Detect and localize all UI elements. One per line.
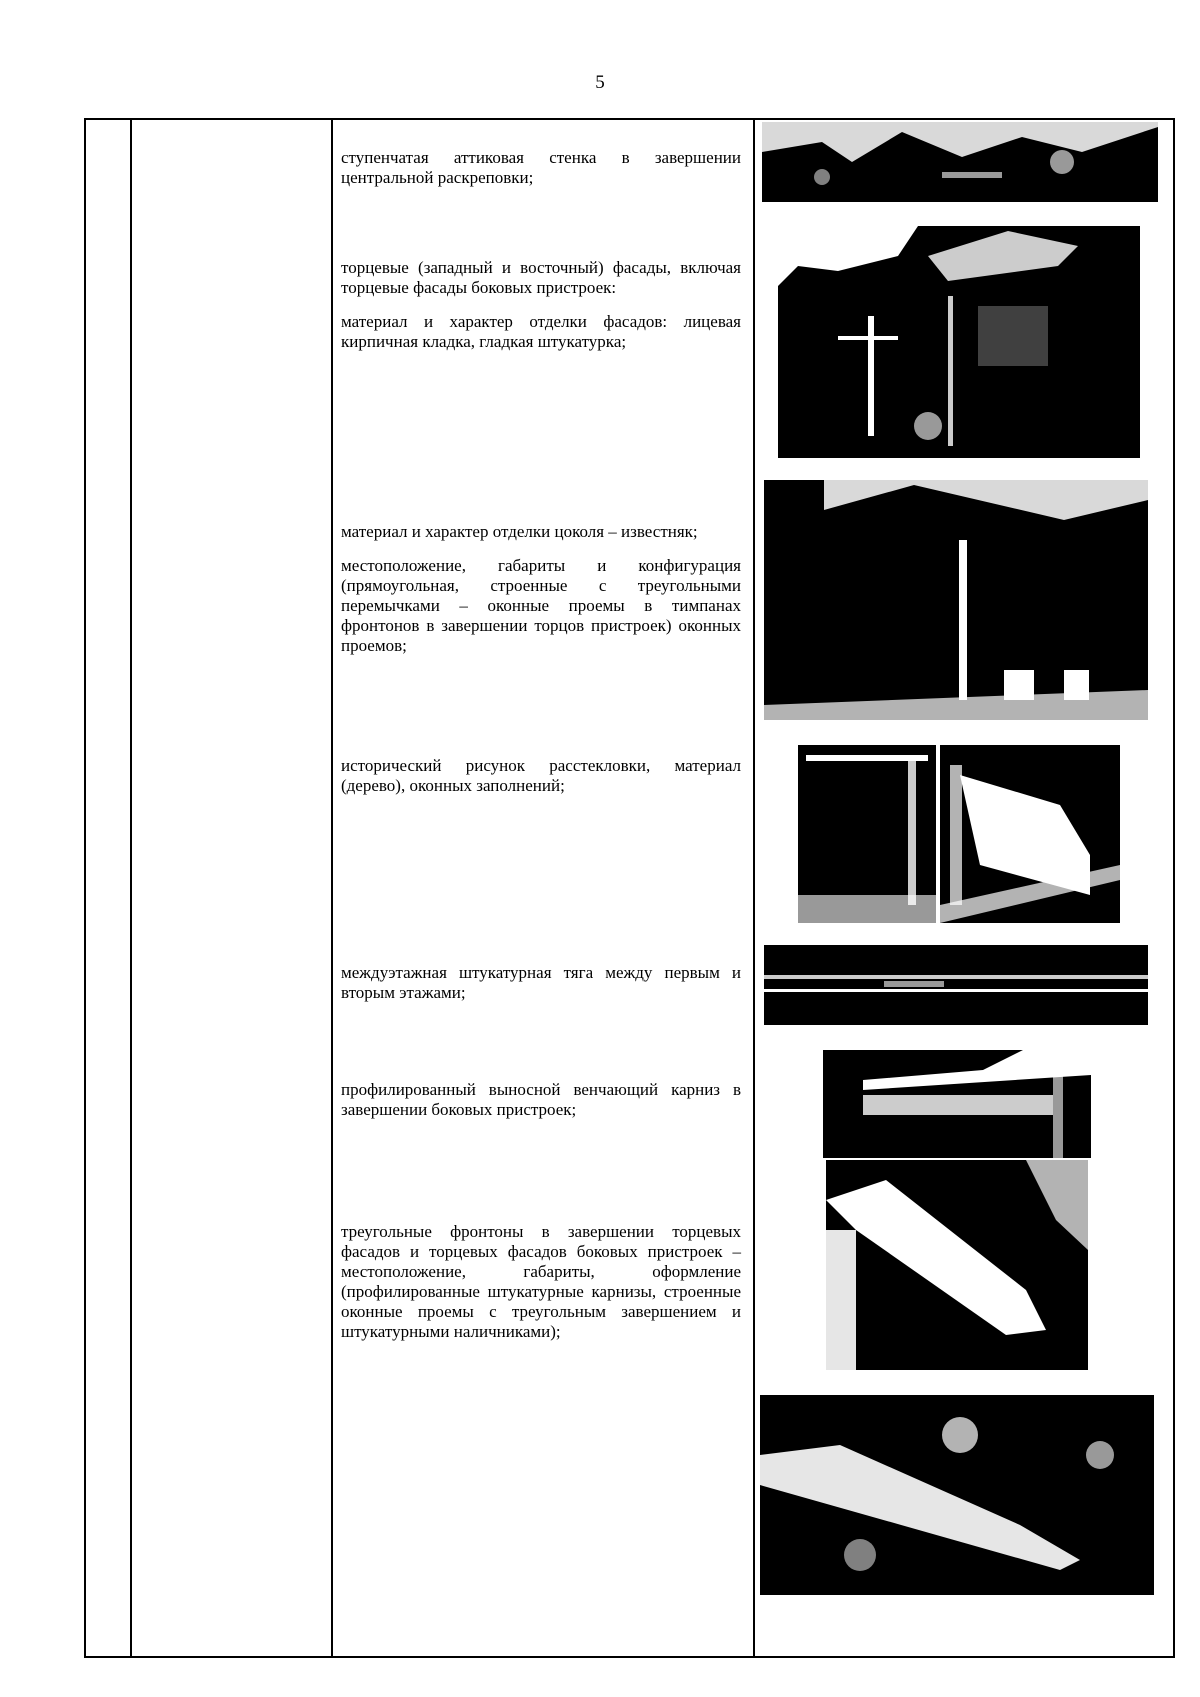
photo-cornice bbox=[823, 1050, 1091, 1158]
row-1-text bbox=[341, 148, 741, 188]
row-1-paragraph-1: ступенчатая аттиковая стенка в завершении центральной раскреповки; bbox=[341, 148, 741, 187]
row-5-text bbox=[341, 963, 741, 1003]
column-divider-1 bbox=[130, 118, 132, 1658]
row-3-paragraph-1: материал и характер отделки цоколя – известняк; bbox=[341, 522, 698, 541]
row-5-paragraph-1: междуэтажная штукатурная тяга между первым и вторым этажами; bbox=[341, 963, 741, 1002]
row-2-paragraph-2: материал и характер отделки фасадов: лицевая кирпичная кладка, гладкая штукатурка; bbox=[341, 312, 741, 351]
photo-window-1 bbox=[798, 745, 936, 923]
photo-plinth bbox=[764, 480, 1148, 720]
row-3-text bbox=[341, 522, 741, 656]
row-4-paragraph-1: исторический рисунок расстекловки, материал (дерево), оконных заполнений; bbox=[341, 756, 741, 795]
photo-window-2 bbox=[940, 745, 1120, 923]
photo-pediment bbox=[826, 1160, 1088, 1370]
row-2-text bbox=[341, 258, 741, 352]
column-divider-2 bbox=[331, 118, 333, 1658]
photo-end-facade bbox=[778, 226, 1140, 458]
row-3-paragraph-2: местоположение, габариты и конфигурация (прямоугольная, строенные с треугольными перемычками – оконные проемы в тимпанах фронтонов в завершении торцов пристроек) оконных проемов; bbox=[341, 556, 741, 655]
row-6-text bbox=[341, 1080, 741, 1120]
page-number: 5 bbox=[595, 72, 605, 93]
row-7-text bbox=[341, 1222, 741, 1342]
photo-attic-wall bbox=[762, 122, 1158, 202]
row-4-text bbox=[341, 756, 741, 796]
row-2-paragraph-1: торцевые (западный и восточный) фасады, включая торцевые фасады боковых пристроек: bbox=[341, 258, 741, 297]
photo-gable-greenery bbox=[760, 1395, 1154, 1595]
column-divider-3 bbox=[753, 118, 755, 1658]
photo-string-course bbox=[764, 945, 1148, 1025]
row-7-paragraph-1: треугольные фронтоны в завершении торцевых фасадов и торцевых фасадов боковых пристроек – местоположение, габариты, оформление (профилированные штукатурные карнизы, строенные оконные проемы с треугольным завершением и штукатурными наличниками); bbox=[341, 1222, 741, 1341]
row-6-paragraph-1: профилированный выносной венчающий карниз в завершении боковых пристроек; bbox=[341, 1080, 741, 1119]
